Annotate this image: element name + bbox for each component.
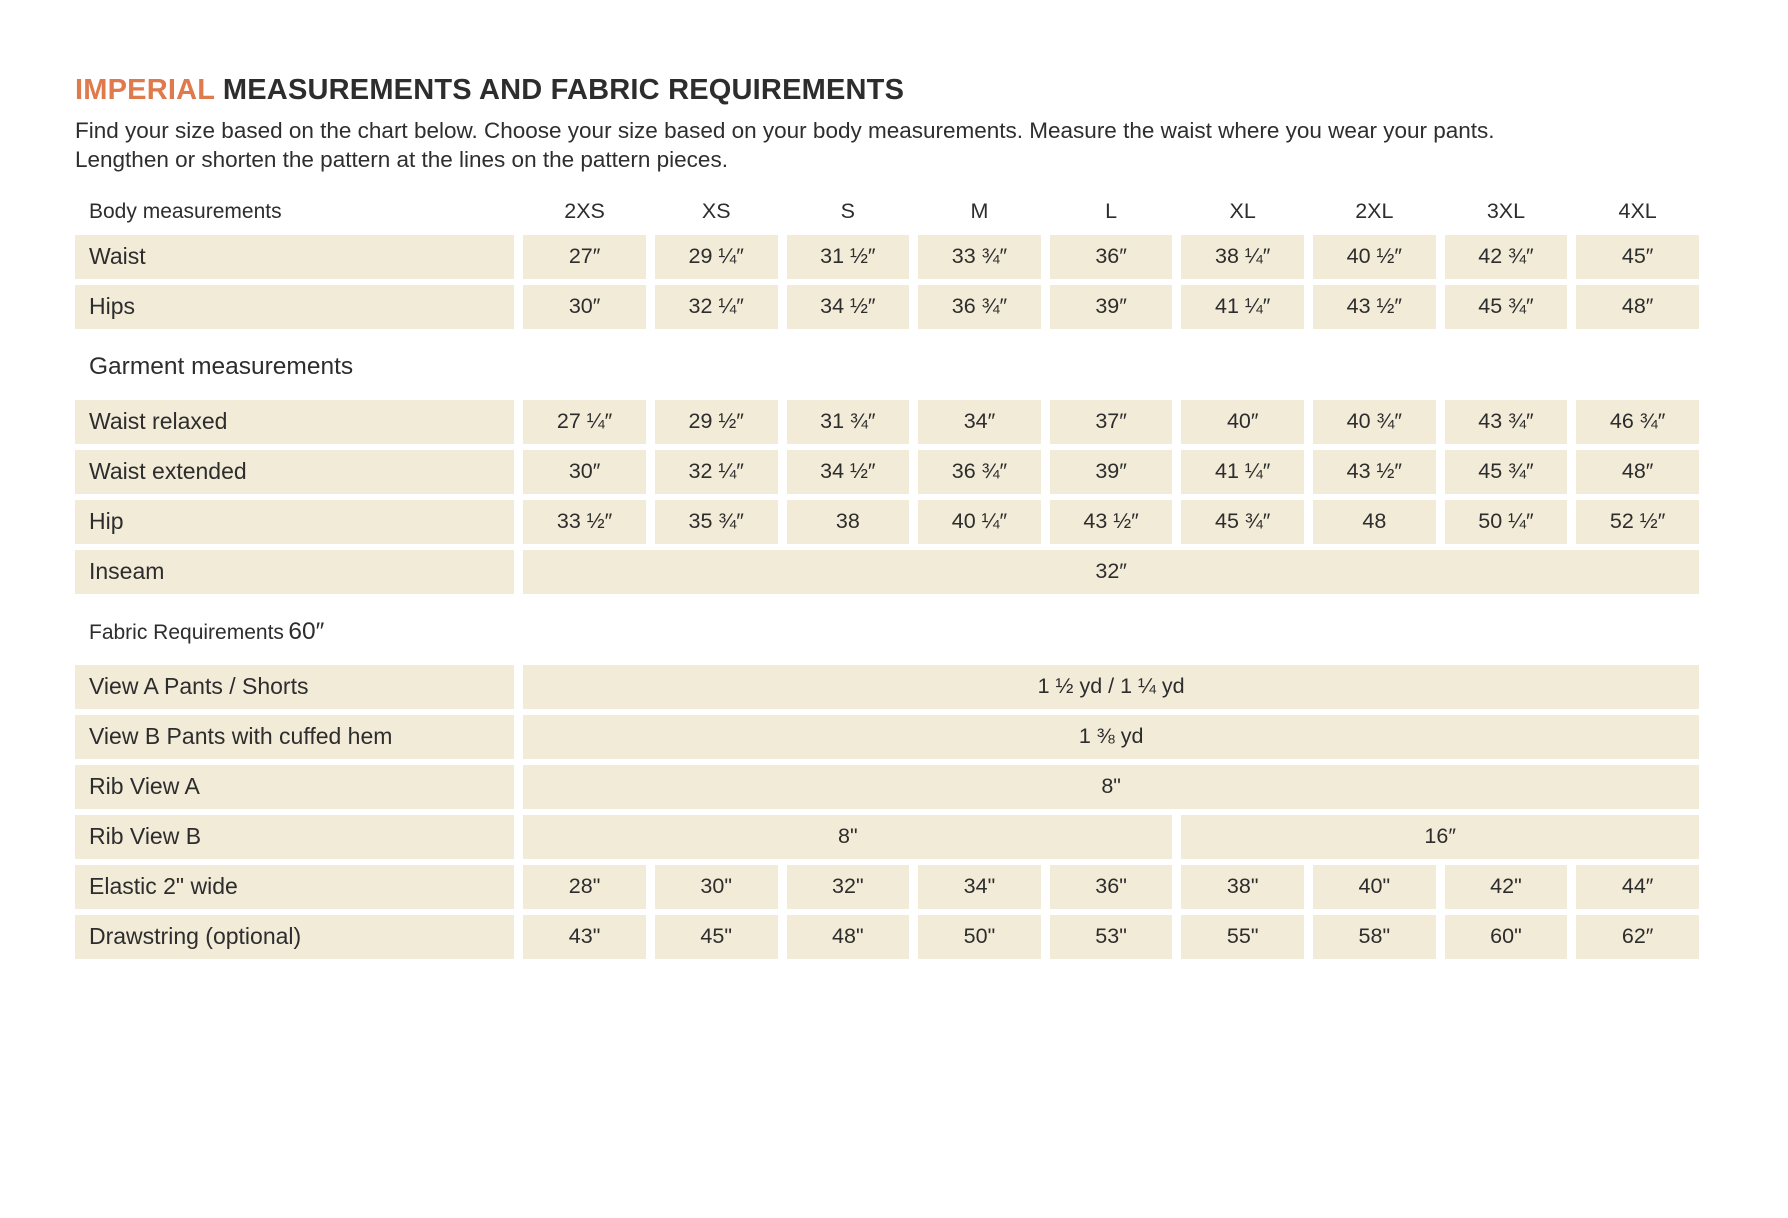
size-column-header-xs: XS — [701, 199, 731, 224]
value-cell: 34 ½″ — [787, 450, 910, 494]
body-measurements-header: Body measurements — [89, 199, 282, 223]
value-cell: 35 ¾″ — [655, 500, 778, 544]
value-cell: 34″ — [918, 400, 1041, 444]
row-label: Rib View B — [75, 815, 514, 859]
value-cell: 46 ¾″ — [1576, 400, 1699, 444]
value-cell: 36" — [1050, 865, 1173, 909]
value-cell: 30″ — [523, 285, 646, 329]
size-column-header-2xl: 2XL — [1355, 199, 1394, 224]
row-label: View B Pants with cuffed hem — [75, 715, 514, 759]
value-cell-span-right: 16″ — [1181, 815, 1699, 859]
value-cell-span-left: 8" — [523, 815, 1172, 859]
value-cell: 30″ — [523, 450, 646, 494]
value-cell: 48" — [787, 915, 910, 959]
row-rib-view-b — [75, 815, 1699, 859]
value-cell: 40″ — [1181, 400, 1304, 444]
row-view-a-pants-shorts — [75, 665, 1699, 709]
row-view-b-pants-cuffed-hem — [75, 715, 1699, 759]
row-inseam — [75, 550, 1699, 594]
value-cell: 43 ½″ — [1313, 450, 1436, 494]
value-cell: 58" — [1313, 915, 1436, 959]
value-cell: 38 ¼″ — [1181, 235, 1304, 279]
value-cell: 34" — [918, 865, 1041, 909]
row-label: Drawstring (optional) — [75, 915, 514, 959]
value-cell: 27 ¼″ — [523, 400, 646, 444]
size-column-header-4xl: 4XL — [1618, 199, 1657, 224]
value-cell: 32 ¼″ — [655, 285, 778, 329]
value-cell: 27″ — [523, 235, 646, 279]
value-cell: 33 ½″ — [523, 500, 646, 544]
value-cell: 60" — [1445, 915, 1568, 959]
value-cell: 29 ½″ — [655, 400, 778, 444]
value-cell: 55" — [1181, 915, 1304, 959]
value-cell: 50 ¼″ — [1445, 500, 1568, 544]
value-cell: 38 — [787, 500, 910, 544]
row-hips — [75, 285, 1699, 329]
value-cell: 45" — [655, 915, 778, 959]
value-cell: 43 ½″ — [1050, 500, 1173, 544]
value-cell: 39″ — [1050, 285, 1173, 329]
value-cell: 32 ¼″ — [655, 450, 778, 494]
row-label: Rib View A — [75, 765, 514, 809]
row-label: Inseam — [75, 550, 514, 594]
value-cell: 34 ½″ — [787, 285, 910, 329]
value-cell: 48 — [1313, 500, 1436, 544]
value-cell: 40 ¼″ — [918, 500, 1041, 544]
row-waist-relaxed — [75, 400, 1699, 444]
size-column-header-l: L — [1105, 199, 1118, 224]
value-cell: 44″ — [1576, 865, 1699, 909]
fabric-section-row — [75, 600, 1699, 659]
value-cell: 37″ — [1050, 400, 1173, 444]
value-cell: 31 ½″ — [787, 235, 910, 279]
value-cell: 31 ¾″ — [787, 400, 910, 444]
value-cell-span-all: 1 ⅜ yd — [523, 715, 1699, 759]
row-hip — [75, 500, 1699, 544]
row-label: Elastic 2" wide — [75, 865, 514, 909]
value-cell: 41 ¼″ — [1181, 285, 1304, 329]
row-label: Hip — [75, 500, 514, 544]
value-cell: 29 ¼″ — [655, 235, 778, 279]
value-cell: 53" — [1050, 915, 1173, 959]
title-unit-system: IMPERIAL — [75, 74, 215, 106]
row-drawstring — [75, 915, 1699, 959]
size-column-header-2xs: 2XS — [564, 199, 605, 224]
value-cell: 43 ½″ — [1313, 285, 1436, 329]
row-label: View A Pants / Shorts — [75, 665, 514, 709]
value-cell: 45″ — [1576, 235, 1699, 279]
measurements-table — [66, 189, 1708, 965]
value-cell: 62″ — [1576, 915, 1699, 959]
value-cell: 40 ½″ — [1313, 235, 1436, 279]
row-label: Waist extended — [75, 450, 514, 494]
value-cell: 40 ¾″ — [1313, 400, 1436, 444]
value-cell: 36 ¾″ — [918, 285, 1041, 329]
value-cell: 40" — [1313, 865, 1436, 909]
page-title — [75, 74, 1788, 107]
value-cell: 42 ¾″ — [1445, 235, 1568, 279]
row-waist-extended — [75, 450, 1699, 494]
row-rib-view-a — [75, 765, 1699, 809]
garment-section-row — [75, 335, 1699, 394]
value-cell: 48″ — [1576, 450, 1699, 494]
row-elastic — [75, 865, 1699, 909]
size-column-header-xl: XL — [1229, 199, 1256, 224]
garment-measurements-header: Garment measurements — [89, 352, 354, 380]
value-cell: 43" — [523, 915, 646, 959]
value-cell: 45 ¾″ — [1445, 450, 1568, 494]
row-label: Waist relaxed — [75, 400, 514, 444]
intro-text: Find your size based on the chart below. Choose your size based on your body measurements. Measure the waist where you wear your pants. Lengthen or shorten the pattern at the lines on the pattern pieces. — [75, 118, 1495, 172]
value-cell: 28" — [523, 865, 646, 909]
size-column-header-m: M — [970, 199, 989, 224]
row-label: Hips — [75, 285, 514, 329]
value-cell: 32" — [787, 865, 910, 909]
value-cell: 38" — [1181, 865, 1304, 909]
value-cell: 36 ¾″ — [918, 450, 1041, 494]
value-cell: 45 ¾″ — [1181, 500, 1304, 544]
value-cell: 33 ¾″ — [918, 235, 1041, 279]
value-cell: 45 ¾″ — [1445, 285, 1568, 329]
row-label: Waist — [75, 235, 514, 279]
fabric-requirements-header: Fabric Requirements — [89, 620, 284, 644]
value-cell: 42" — [1445, 865, 1568, 909]
fabric-width-note: 60″ — [288, 617, 325, 645]
value-cell: 50" — [918, 915, 1041, 959]
row-waist — [75, 235, 1699, 279]
value-cell-span-all: 1 ½ yd / 1 ¼ yd — [523, 665, 1699, 709]
value-cell: 43 ¾″ — [1445, 400, 1568, 444]
size-column-header-s: S — [840, 199, 855, 224]
title-text: MEASUREMENTS AND FABRIC REQUIREMENTS — [222, 74, 905, 106]
value-cell: 48″ — [1576, 285, 1699, 329]
value-cell-span-all: 8" — [523, 765, 1699, 809]
size-header-row — [75, 195, 1699, 229]
value-cell: 36″ — [1050, 235, 1173, 279]
value-cell: 30" — [655, 865, 778, 909]
value-cell-span-all: 32″ — [523, 550, 1699, 594]
size-column-header-3xl: 3XL — [1486, 199, 1526, 224]
value-cell: 52 ½″ — [1576, 500, 1699, 544]
value-cell: 39″ — [1050, 450, 1173, 494]
value-cell: 41 ¼″ — [1181, 450, 1304, 494]
